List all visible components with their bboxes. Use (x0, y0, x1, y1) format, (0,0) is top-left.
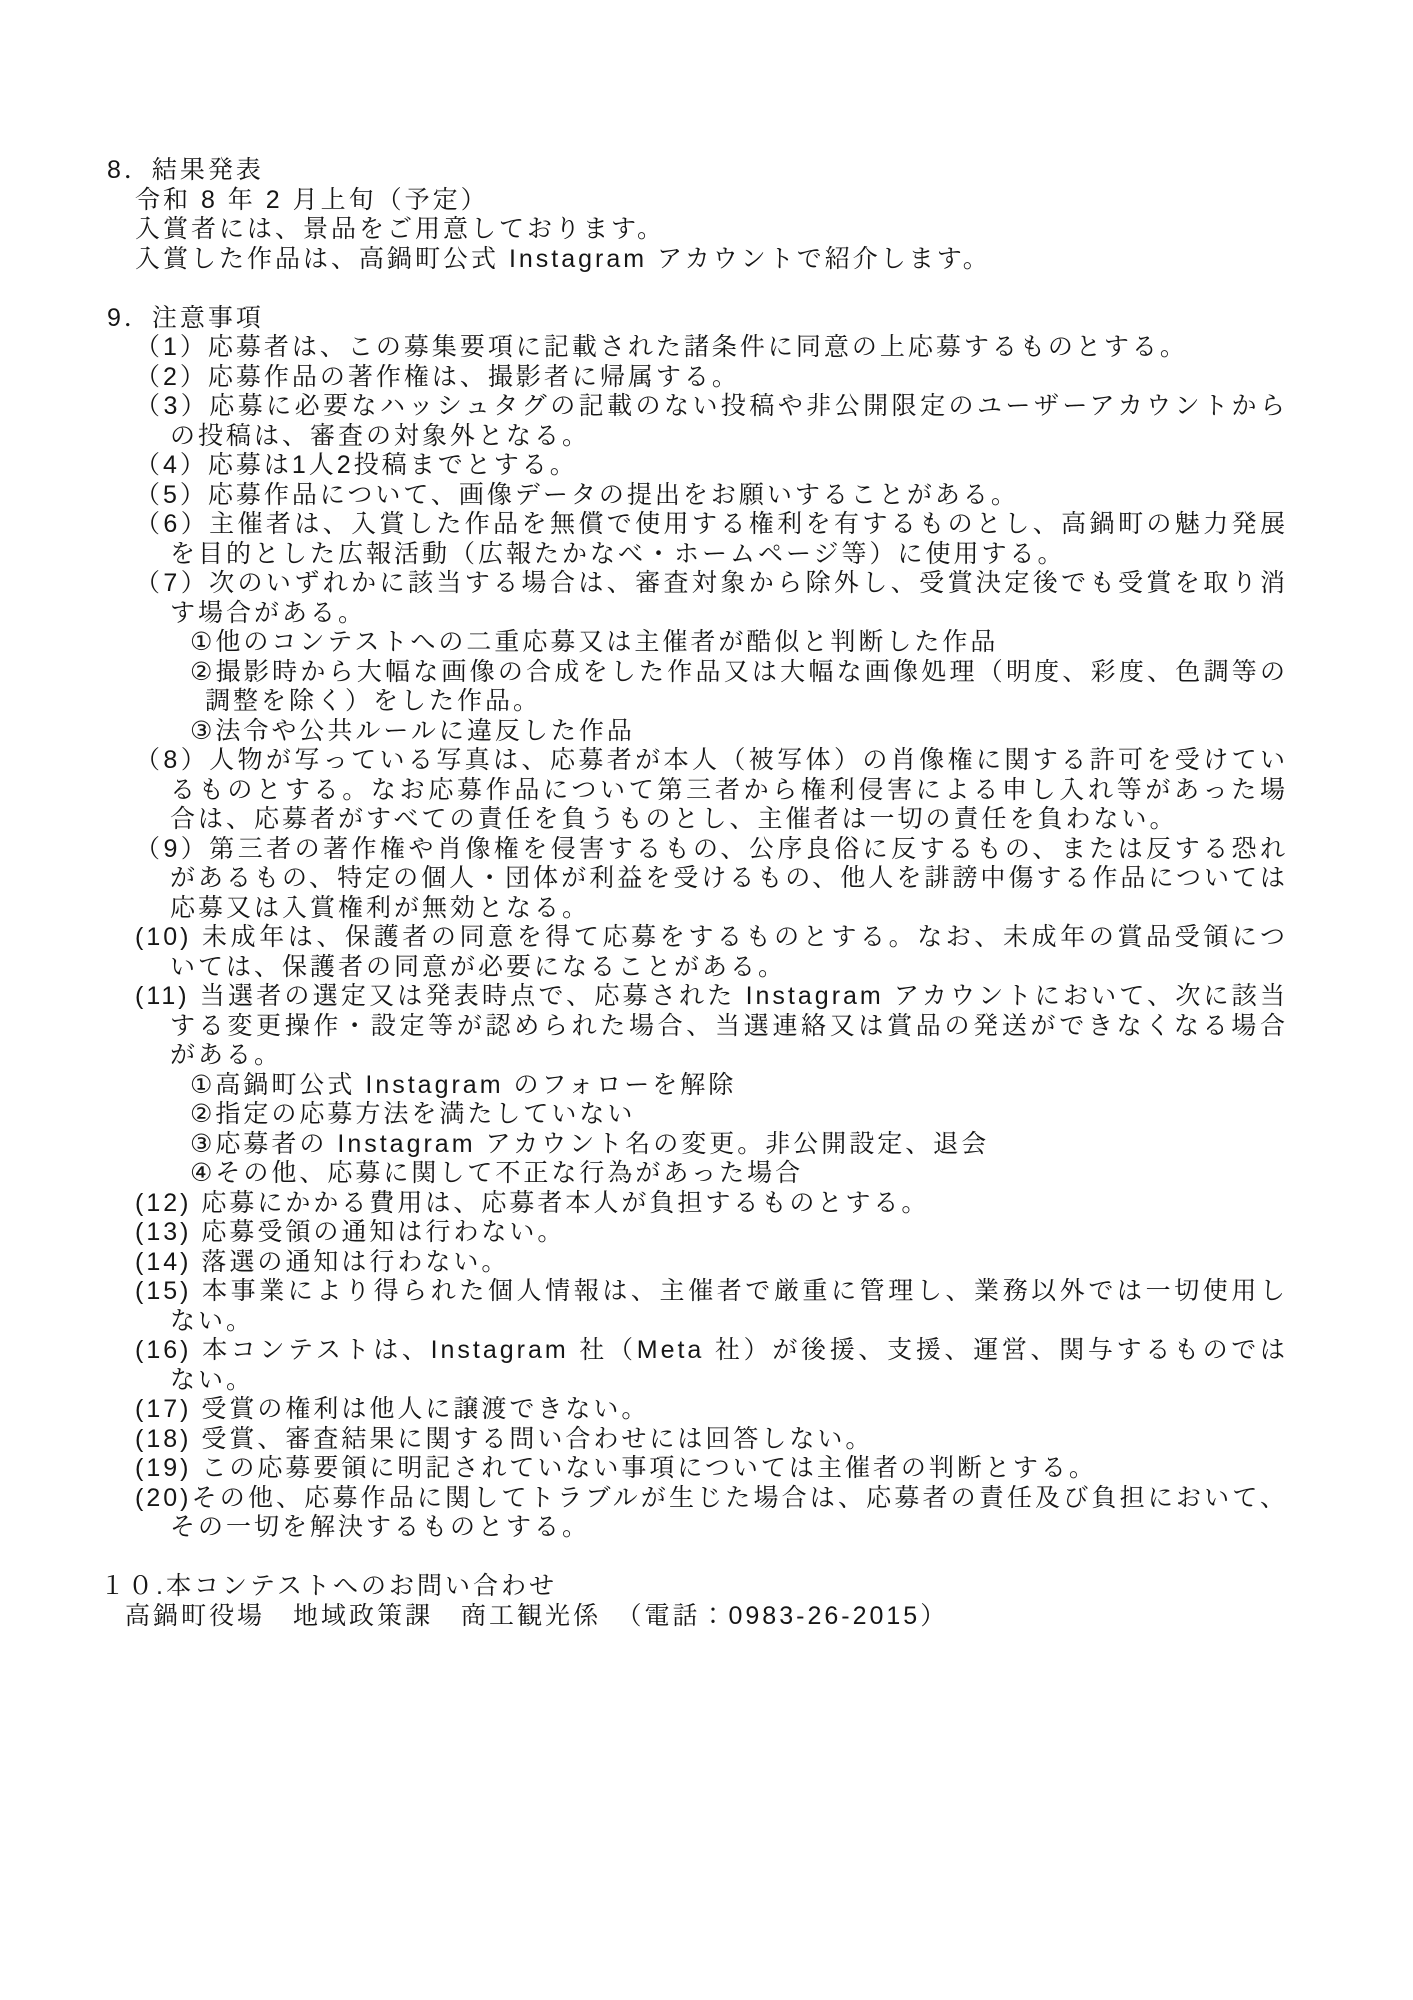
subitem-marker: ① (190, 1070, 216, 1099)
note-item-text: 主催者は、入賞した作品を無償で使用する権利を有するものとし、高鍋町の魅力発展を目的とした広報活動（広報たかなべ・ホームページ等）に使用する。 (170, 510, 1289, 568)
note-item-marker: (12) (135, 1188, 202, 1217)
note-item-marker: （7） (135, 569, 210, 597)
note-item-marker: (20) (135, 1483, 192, 1512)
sub-note-item (0, 1130, 1288, 1160)
note-item (0, 333, 1288, 363)
note-item-marker: (17) (135, 1395, 202, 1423)
subitem-marker: ② (190, 1100, 216, 1128)
note-item (0, 1336, 1288, 1395)
subitem-marker: ④ (190, 1159, 216, 1187)
note-item-marker: (19) (135, 1454, 202, 1482)
note-item-marker: (13) (135, 1218, 202, 1246)
note-item (0, 1454, 1288, 1484)
section-title: 結果発表 (151, 156, 264, 184)
subitem-text: 他のコンテストへの二重応募又は主催者が酷似と判断した作品 (215, 628, 999, 656)
note-item (0, 510, 1288, 569)
note-item-text: 応募作品について、画像データの提出をお願いすることがある。 (207, 480, 1019, 509)
section-title: 注意事項 (151, 303, 264, 332)
note-item-text: 次のいずれかに該当する場合は、審査対象から除外し、受賞決定後でも受賞を取り消す場合がある。 (170, 569, 1289, 627)
note-item-marker: (15) (135, 1277, 202, 1305)
text-line: 入賞した作品は、高鍋町公式 Instagram アカウントで紹介します。 (135, 244, 991, 273)
text-line: 令和 8 年 2 月上旬（予定） (135, 185, 489, 214)
note-item-marker: （8） (135, 746, 210, 774)
note-item-text: 応募に必要なハッシュタグの記載のない投稿や非公開限定のユーザーアカウントからの投稿は、審査の対象外となる。 (170, 392, 1288, 450)
note-item (0, 1248, 1288, 1278)
note-item-text: その他、応募作品に関してトラブルが生じた場合は、応募者の責任及び負担において、その一切を解決するものとする。 (170, 1483, 1288, 1541)
note-item-marker: (18) (135, 1424, 202, 1453)
notes-list (0, 333, 1288, 1543)
section-number: 8． (107, 156, 152, 184)
section-contact (0, 1572, 1288, 1631)
note-item-text: 落選の通知は行わない。 (201, 1247, 510, 1276)
note-item (0, 835, 1288, 924)
note-item-text: この応募要領に明記されていない事項については主催者の判断とする。 (201, 1454, 1097, 1482)
note-item-text: 応募受領の通知は行わない。 (201, 1218, 566, 1246)
section-heading (0, 156, 1288, 186)
note-item-marker: （6） (135, 510, 210, 538)
note-item (0, 1277, 1288, 1336)
note-item-text: 応募者は、この募集要項に記載された諸条件に同意の上応募するものとする。 (207, 333, 1188, 361)
sub-note-item (0, 628, 1288, 658)
subitem-text: 応募者の Instagram アカウント名の変更。非公開設定、退会 (215, 1129, 990, 1158)
note-item-text: 当選者の選定又は発表時点で、応募された Instagram アカウントにおいて、次に該当する変更操作・設定等が認められた場合、当選連絡又は賞品の発送ができなくなる場合がある。 (170, 982, 1288, 1069)
note-item-text: 本事業により得られた個人情報は、主催者で厳重に管理し、業務以外では一切使用しない。 (170, 1277, 1288, 1335)
note-item (0, 481, 1288, 511)
subitem-text: 高鍋町公式 Instagram のフォローを解除 (215, 1070, 737, 1099)
note-item-text: 応募作品の著作権は、撮影者に帰属する。 (207, 362, 740, 391)
subitem-marker: ① (190, 628, 216, 656)
note-item-text: 人物が写っている写真は、応募者が本人（被写体）の肖像権に関する許可を受けているものとする。なお応募作品について第三者から権利侵害による申し入れ等があった場合は、応募者がすべての責任を負うものとし、主催者は一切の責任を負わない。 (170, 746, 1289, 833)
subitem-text: その他、応募に関して不正な行為があった場合 (215, 1159, 804, 1187)
subitem-marker: ③ (190, 1129, 216, 1158)
note-item-marker: (14) (135, 1247, 202, 1276)
sub-note-item (0, 1159, 1288, 1189)
section-title: 本コンテストへのお問い合わせ (165, 1572, 557, 1600)
sub-note-item (0, 717, 1288, 747)
note-item-text: 応募は1人2投稿までとする。 (207, 451, 578, 479)
note-item-marker: (16) (135, 1336, 203, 1364)
subitem-marker: ③ (190, 716, 216, 745)
note-item-marker: （1） (135, 333, 208, 361)
note-item (0, 1218, 1288, 1248)
note-item-text: 受賞の権利は他人に譲渡できない。 (201, 1395, 650, 1423)
text-line: 入賞者には、景品をご用意しております。 (135, 215, 666, 243)
text-line: 高鍋町役場 地域政策課 商工観光係 （電話：0983-26-2015） (125, 1601, 949, 1630)
note-item-marker: （4） (135, 451, 208, 479)
section-number: 9． (107, 303, 152, 332)
note-item-marker: (11) (135, 982, 200, 1010)
sub-note-item (0, 1100, 1288, 1130)
note-item-marker: （5） (135, 480, 208, 509)
note-item (0, 746, 1288, 835)
section-heading (0, 304, 1288, 334)
note-item (0, 1484, 1288, 1543)
subitem-text: 法令や公共ルールに違反した作品 (215, 716, 635, 745)
note-item (0, 392, 1288, 451)
section-heading (0, 1572, 1288, 1602)
section-number: １０. (100, 1572, 166, 1600)
note-item-marker: （2） (135, 362, 208, 391)
subitem-marker: ② (190, 657, 216, 686)
note-item-marker: （3） (135, 392, 210, 420)
note-item (0, 1425, 1288, 1455)
note-item-marker: (10) (135, 923, 203, 951)
note-item-text: 第三者の著作権や肖像権を侵害するもの、公序良俗に反するもの、または反する恐れがあるもの、特定の個人・団体が利益を受けるもの、他人を誹謗中傷する作品については応募又は入賞権利が無効となる。 (170, 834, 1288, 922)
document-body (0, 156, 1288, 1631)
section-results (0, 156, 1288, 274)
note-item (0, 363, 1288, 393)
note-item-marker: （9） (135, 834, 210, 863)
note-item (0, 1395, 1288, 1425)
note-item-text: 本コンテストは、Instagram 社（Meta 社）が後援、支援、運営、関与するものではない。 (170, 1336, 1288, 1394)
note-item (0, 1189, 1288, 1219)
note-item-text: 応募にかかる費用は、応募者本人が負担するものとする。 (201, 1188, 930, 1217)
note-item (0, 982, 1288, 1071)
note-item (0, 451, 1288, 481)
note-item-text: 未成年は、保護者の同意を得て応募をするものとする。なお、未成年の賞品受領については、保護者の同意が必要になることがある。 (170, 923, 1288, 981)
note-item (0, 569, 1288, 628)
sub-note-item (0, 1071, 1288, 1101)
section-notes (0, 304, 1288, 1543)
note-item (0, 923, 1288, 982)
note-item-text: 受賞、審査結果に関する問い合わせには回答しない。 (201, 1424, 874, 1453)
sub-note-item (0, 658, 1288, 717)
subitem-text: 指定の応募方法を満たしていない (215, 1100, 636, 1128)
subitem-text: 撮影時から大幅な画像の合成をした作品又は大幅な画像処理（明度、彩度、色調等の調整を除く）をした作品。 (205, 657, 1288, 715)
